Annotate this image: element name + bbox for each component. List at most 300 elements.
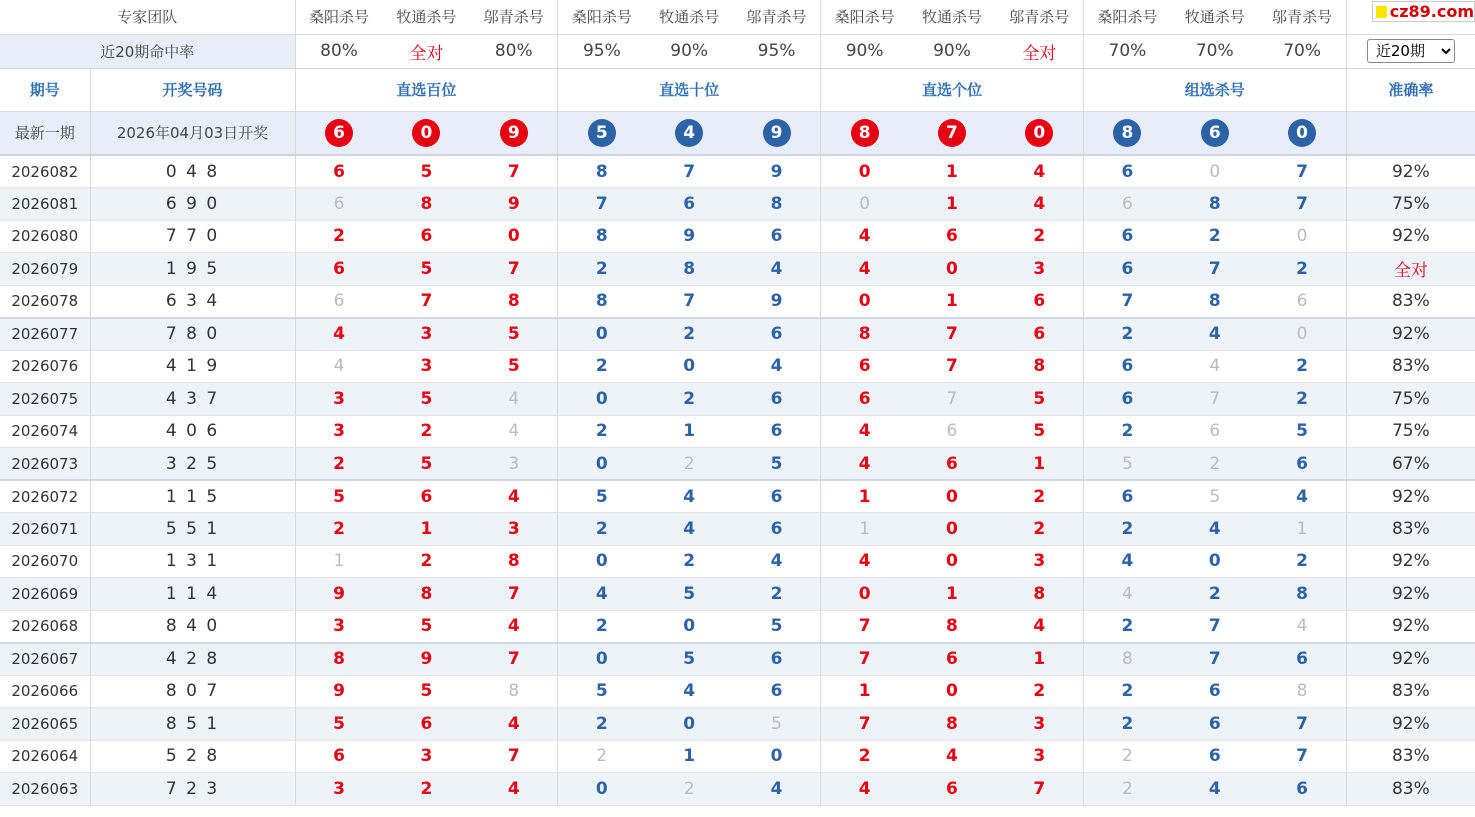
kill-number: 7 bbox=[1259, 740, 1347, 773]
hit-rate: 95% bbox=[558, 34, 646, 68]
table-row bbox=[0, 513, 1475, 546]
accuracy-value: 92% bbox=[1346, 643, 1475, 676]
site-logo[interactable] bbox=[1372, 1, 1475, 22]
kill-number: 6 bbox=[733, 220, 821, 253]
period-number: 2026079 bbox=[0, 253, 90, 286]
kill-number: 0 bbox=[558, 773, 646, 806]
draw-number: 7 2 3 bbox=[90, 773, 295, 806]
draw-number: 1 1 4 bbox=[90, 578, 295, 611]
kill-number: 8 bbox=[470, 285, 558, 318]
kill-number: 5 bbox=[645, 578, 733, 611]
kill-number: 4 bbox=[996, 155, 1084, 188]
kill-number: 5 bbox=[383, 383, 471, 416]
kill-number: 4 bbox=[821, 253, 909, 286]
accuracy-value: 83% bbox=[1346, 740, 1475, 773]
kill-number: 7 bbox=[821, 610, 909, 643]
kill-number: 2 bbox=[1083, 708, 1171, 741]
kill-number: 3 bbox=[996, 708, 1084, 741]
kill-number: 4 bbox=[295, 350, 383, 383]
period-number: 2026077 bbox=[0, 318, 90, 351]
kill-number: 7 bbox=[1259, 155, 1347, 188]
expert-name[interactable]: 邬青杀号 bbox=[733, 0, 821, 34]
kill-ball: 6 bbox=[325, 119, 353, 147]
kill-number: 8 bbox=[470, 545, 558, 578]
kill-number: 5 bbox=[558, 675, 646, 708]
kill-number: 9 bbox=[383, 643, 471, 676]
kill-number: 4 bbox=[733, 773, 821, 806]
kill-number: 0 bbox=[470, 220, 558, 253]
latest-label: 最新一期 bbox=[0, 111, 90, 155]
kill-number: 2 bbox=[645, 383, 733, 416]
latest-ball-cell bbox=[645, 111, 733, 155]
accuracy-value: 92% bbox=[1346, 708, 1475, 741]
kill-number: 3 bbox=[295, 610, 383, 643]
kill-number: 8 bbox=[645, 253, 733, 286]
kill-number: 6 bbox=[1171, 708, 1259, 741]
kill-number: 9 bbox=[645, 220, 733, 253]
kill-number: 4 bbox=[1171, 318, 1259, 351]
kill-number: 1 bbox=[821, 513, 909, 546]
kill-number: 7 bbox=[1171, 253, 1259, 286]
table-row bbox=[0, 155, 1475, 188]
kill-number: 1 bbox=[908, 285, 996, 318]
accuracy-value: 92% bbox=[1346, 610, 1475, 643]
hit-rate: 80% bbox=[295, 34, 383, 68]
kill-number: 4 bbox=[733, 545, 821, 578]
kill-ball: 8 bbox=[1113, 119, 1141, 147]
kill-number: 5 bbox=[996, 415, 1084, 448]
draw-number: 6 9 0 bbox=[90, 188, 295, 221]
draw-number: 1 1 5 bbox=[90, 480, 295, 513]
kill-number: 5 bbox=[383, 448, 471, 481]
kill-number: 0 bbox=[645, 708, 733, 741]
period-number: 2026073 bbox=[0, 448, 90, 481]
kill-number: 5 bbox=[558, 480, 646, 513]
kill-number: 1 bbox=[996, 643, 1084, 676]
kill-number: 6 bbox=[733, 513, 821, 546]
kill-number: 7 bbox=[470, 253, 558, 286]
hit-rate-row bbox=[0, 34, 1475, 68]
kill-number: 4 bbox=[996, 188, 1084, 221]
kill-number: 1 bbox=[908, 188, 996, 221]
latest-ball-cell bbox=[295, 111, 383, 155]
kill-number: 2 bbox=[645, 318, 733, 351]
kill-number: 2 bbox=[1083, 773, 1171, 806]
kill-number: 2 bbox=[295, 220, 383, 253]
kill-number: 6 bbox=[908, 643, 996, 676]
kill-number: 0 bbox=[908, 480, 996, 513]
latest-period-row bbox=[0, 111, 1475, 155]
expert-name[interactable]: 牧通杀号 bbox=[1171, 0, 1259, 34]
period-select-cell bbox=[1346, 34, 1475, 68]
kill-number: 8 bbox=[733, 188, 821, 221]
kill-number: 7 bbox=[821, 643, 909, 676]
kill-number: 3 bbox=[470, 448, 558, 481]
expert-team-row bbox=[0, 0, 1475, 34]
kill-number: 5 bbox=[1259, 415, 1347, 448]
draw-number: 1 9 5 bbox=[90, 253, 295, 286]
kill-number: 7 bbox=[470, 643, 558, 676]
kill-number: 4 bbox=[470, 773, 558, 806]
kill-number: 0 bbox=[1259, 220, 1347, 253]
hit-rate-label: 近20期命中率 bbox=[0, 34, 295, 68]
kill-number: 6 bbox=[733, 480, 821, 513]
expert-name[interactable]: 牧通杀号 bbox=[645, 0, 733, 34]
kill-number: 2 bbox=[558, 740, 646, 773]
kill-number: 5 bbox=[295, 480, 383, 513]
period-number: 2026065 bbox=[0, 708, 90, 741]
draw-number: 4 1 9 bbox=[90, 350, 295, 383]
kill-number: 6 bbox=[295, 188, 383, 221]
kill-number: 5 bbox=[733, 610, 821, 643]
kill-number: 6 bbox=[1083, 350, 1171, 383]
draw-number: 5 5 1 bbox=[90, 513, 295, 546]
kill-number: 7 bbox=[1171, 383, 1259, 416]
period-number: 2026078 bbox=[0, 285, 90, 318]
kill-number: 7 bbox=[470, 740, 558, 773]
kill-number: 6 bbox=[1259, 285, 1347, 318]
kill-ball: 0 bbox=[1288, 119, 1316, 147]
kill-number: 6 bbox=[821, 383, 909, 416]
kill-number: 8 bbox=[558, 285, 646, 318]
table-row bbox=[0, 220, 1475, 253]
kill-number: 2 bbox=[558, 415, 646, 448]
kill-number: 0 bbox=[1171, 545, 1259, 578]
kill-number: 2 bbox=[645, 545, 733, 578]
kill-number: 8 bbox=[908, 708, 996, 741]
expert-name[interactable]: 桑阳杀号 bbox=[1083, 0, 1171, 34]
kill-number: 9 bbox=[733, 155, 821, 188]
kill-number: 4 bbox=[821, 448, 909, 481]
draw-number: 4 0 6 bbox=[90, 415, 295, 448]
hit-rate: 70% bbox=[1259, 34, 1347, 68]
kill-number: 7 bbox=[1083, 285, 1171, 318]
table-row bbox=[0, 480, 1475, 513]
latest-ball-cell bbox=[821, 111, 909, 155]
kill-number: 3 bbox=[383, 740, 471, 773]
kill-number: 7 bbox=[1259, 188, 1347, 221]
accuracy-value: 92% bbox=[1346, 578, 1475, 611]
kill-number: 2 bbox=[295, 513, 383, 546]
kill-number: 5 bbox=[470, 318, 558, 351]
kill-number: 2 bbox=[645, 448, 733, 481]
kill-number: 2 bbox=[558, 513, 646, 546]
table-row bbox=[0, 740, 1475, 773]
draw-number: 8 4 0 bbox=[90, 610, 295, 643]
kill-number: 2 bbox=[1083, 318, 1171, 351]
accuracy-value: 92% bbox=[1346, 220, 1475, 253]
hit-rate: 95% bbox=[733, 34, 821, 68]
kill-number: 2 bbox=[1083, 513, 1171, 546]
kill-number: 6 bbox=[1083, 253, 1171, 286]
expert-name[interactable]: 桑阳杀号 bbox=[821, 0, 909, 34]
kill-number: 7 bbox=[645, 285, 733, 318]
kill-number: 6 bbox=[1083, 188, 1171, 221]
kill-number: 6 bbox=[908, 448, 996, 481]
kill-number: 0 bbox=[908, 253, 996, 286]
latest-ball-cell bbox=[470, 111, 558, 155]
kill-number: 3 bbox=[295, 773, 383, 806]
kill-number: 0 bbox=[733, 740, 821, 773]
kill-number: 4 bbox=[470, 610, 558, 643]
kill-number: 9 bbox=[295, 675, 383, 708]
kill-number: 1 bbox=[908, 155, 996, 188]
kill-number: 7 bbox=[908, 383, 996, 416]
kill-number: 6 bbox=[1083, 383, 1171, 416]
period-number: 2026070 bbox=[0, 545, 90, 578]
period-select[interactable] bbox=[1367, 39, 1455, 63]
kill-number: 8 bbox=[1259, 578, 1347, 611]
kill-number: 7 bbox=[645, 155, 733, 188]
expert-name[interactable]: 桑阳杀号 bbox=[558, 0, 646, 34]
kill-number: 4 bbox=[645, 675, 733, 708]
table-row bbox=[0, 188, 1475, 221]
kill-number: 6 bbox=[908, 415, 996, 448]
kill-number: 4 bbox=[821, 773, 909, 806]
kill-number: 2 bbox=[1259, 545, 1347, 578]
kill-number: 5 bbox=[383, 610, 471, 643]
kill-number: 6 bbox=[733, 318, 821, 351]
table-row bbox=[0, 578, 1475, 611]
column-header-row bbox=[0, 68, 1475, 111]
kill-number: 2 bbox=[1259, 253, 1347, 286]
kill-number: 2 bbox=[733, 578, 821, 611]
kill-number: 6 bbox=[908, 773, 996, 806]
kill-number: 6 bbox=[295, 740, 383, 773]
kill-number: 2 bbox=[1083, 415, 1171, 448]
latest-ball-cell bbox=[908, 111, 996, 155]
kill-number: 1 bbox=[821, 675, 909, 708]
period-number: 2026082 bbox=[0, 155, 90, 188]
kill-number: 5 bbox=[1171, 480, 1259, 513]
kill-number: 2 bbox=[383, 545, 471, 578]
kill-number: 7 bbox=[821, 708, 909, 741]
kill-number: 3 bbox=[996, 253, 1084, 286]
kill-number: 8 bbox=[295, 643, 383, 676]
kill-number: 2 bbox=[383, 773, 471, 806]
kill-number: 6 bbox=[1083, 155, 1171, 188]
kill-number: 8 bbox=[1171, 188, 1259, 221]
kill-number: 5 bbox=[470, 350, 558, 383]
draw-number: 0 4 8 bbox=[90, 155, 295, 188]
kill-number: 4 bbox=[908, 740, 996, 773]
accuracy-value: 全对 bbox=[1346, 253, 1475, 286]
kill-number: 3 bbox=[383, 350, 471, 383]
kill-number: 2 bbox=[295, 448, 383, 481]
kill-number: 4 bbox=[733, 350, 821, 383]
table-row bbox=[0, 610, 1475, 643]
accuracy-value: 83% bbox=[1346, 675, 1475, 708]
logo-square-icon bbox=[1376, 6, 1387, 18]
period-number: 2026076 bbox=[0, 350, 90, 383]
kill-ball: 8 bbox=[851, 119, 879, 147]
kill-number: 3 bbox=[295, 383, 383, 416]
expert-name[interactable]: 邬青杀号 bbox=[470, 0, 558, 34]
kill-number: 0 bbox=[645, 610, 733, 643]
kill-number: 3 bbox=[996, 545, 1084, 578]
accuracy-value: 75% bbox=[1346, 383, 1475, 416]
latest-ball-cell bbox=[1171, 111, 1259, 155]
kill-number: 7 bbox=[1171, 610, 1259, 643]
kill-number: 6 bbox=[1259, 448, 1347, 481]
kill-number: 0 bbox=[821, 285, 909, 318]
kill-ball: 0 bbox=[412, 119, 440, 147]
kill-number: 2 bbox=[383, 415, 471, 448]
kill-number: 6 bbox=[908, 220, 996, 253]
kill-number: 2 bbox=[1259, 383, 1347, 416]
draw-number: 8 5 1 bbox=[90, 708, 295, 741]
kill-number: 7 bbox=[908, 350, 996, 383]
kill-number: 4 bbox=[1259, 480, 1347, 513]
kill-number: 0 bbox=[645, 350, 733, 383]
kill-number: 1 bbox=[908, 578, 996, 611]
period-number: 2026067 bbox=[0, 643, 90, 676]
kill-number: 6 bbox=[645, 188, 733, 221]
kill-number: 6 bbox=[1259, 773, 1347, 806]
table-row bbox=[0, 643, 1475, 676]
team-label: 专家团队 bbox=[0, 0, 295, 34]
kill-number: 0 bbox=[558, 545, 646, 578]
kill-number: 4 bbox=[1083, 578, 1171, 611]
table-row bbox=[0, 773, 1475, 806]
expert-name[interactable]: 牧通杀号 bbox=[383, 0, 471, 34]
accuracy-value: 92% bbox=[1346, 155, 1475, 188]
kill-number: 6 bbox=[1259, 643, 1347, 676]
kill-number: 9 bbox=[470, 188, 558, 221]
kill-number: 4 bbox=[645, 513, 733, 546]
expert-name[interactable]: 邬青杀号 bbox=[996, 0, 1084, 34]
kill-number: 2 bbox=[996, 675, 1084, 708]
kill-number: 0 bbox=[1171, 155, 1259, 188]
kill-number: 6 bbox=[1171, 415, 1259, 448]
kill-number: 6 bbox=[1171, 675, 1259, 708]
kill-number: 7 bbox=[1259, 708, 1347, 741]
draw-number: 7 8 0 bbox=[90, 318, 295, 351]
header-accuracy: 准确率 bbox=[1346, 68, 1475, 111]
kill-number: 8 bbox=[821, 318, 909, 351]
kill-number: 6 bbox=[295, 285, 383, 318]
kill-number: 8 bbox=[383, 578, 471, 611]
kill-number: 8 bbox=[383, 188, 471, 221]
table-row bbox=[0, 545, 1475, 578]
kill-number: 0 bbox=[821, 578, 909, 611]
kill-number: 2 bbox=[1083, 675, 1171, 708]
kill-number: 7 bbox=[908, 318, 996, 351]
kill-number: 4 bbox=[1171, 350, 1259, 383]
kill-number: 8 bbox=[558, 155, 646, 188]
kill-number: 4 bbox=[558, 578, 646, 611]
draw-number: 6 3 4 bbox=[90, 285, 295, 318]
latest-ball-cell bbox=[733, 111, 821, 155]
kill-number: 2 bbox=[821, 740, 909, 773]
kill-number: 4 bbox=[1171, 773, 1259, 806]
draw-number: 4 2 8 bbox=[90, 643, 295, 676]
kill-number: 7 bbox=[1171, 643, 1259, 676]
table-row bbox=[0, 383, 1475, 416]
kill-number: 4 bbox=[470, 480, 558, 513]
kill-number: 0 bbox=[908, 513, 996, 546]
draw-number: 7 7 0 bbox=[90, 220, 295, 253]
kill-number: 7 bbox=[470, 155, 558, 188]
hit-rate: 90% bbox=[908, 34, 996, 68]
draw-number: 8 0 7 bbox=[90, 675, 295, 708]
period-number: 2026064 bbox=[0, 740, 90, 773]
kill-number: 2 bbox=[1083, 740, 1171, 773]
kill-number: 6 bbox=[996, 285, 1084, 318]
kill-number: 4 bbox=[1083, 545, 1171, 578]
kill-number: 6 bbox=[295, 155, 383, 188]
accuracy-value: 92% bbox=[1346, 480, 1475, 513]
accuracy-value: 83% bbox=[1346, 513, 1475, 546]
expert-name[interactable]: 牧通杀号 bbox=[908, 0, 996, 34]
kill-number: 6 bbox=[996, 318, 1084, 351]
kill-number: 4 bbox=[821, 220, 909, 253]
kill-ball: 9 bbox=[500, 119, 528, 147]
kill-number: 4 bbox=[645, 480, 733, 513]
kill-number: 8 bbox=[908, 610, 996, 643]
kill-number: 8 bbox=[1083, 643, 1171, 676]
kill-number: 3 bbox=[470, 513, 558, 546]
kill-number: 4 bbox=[733, 253, 821, 286]
header-period: 期号 bbox=[0, 68, 90, 111]
accuracy-value: 83% bbox=[1346, 773, 1475, 806]
latest-ball-cell bbox=[996, 111, 1084, 155]
accuracy-value: 83% bbox=[1346, 285, 1475, 318]
kill-ball: 4 bbox=[675, 119, 703, 147]
kill-number: 6 bbox=[383, 480, 471, 513]
kill-number: 2 bbox=[558, 350, 646, 383]
hit-rate: 70% bbox=[1171, 34, 1259, 68]
table-row bbox=[0, 350, 1475, 383]
kill-number: 8 bbox=[1259, 675, 1347, 708]
hit-rate: 全对 bbox=[383, 34, 471, 68]
draw-number: 5 2 8 bbox=[90, 740, 295, 773]
table-row bbox=[0, 318, 1475, 351]
latest-ball-cell bbox=[1083, 111, 1171, 155]
accuracy-value: 75% bbox=[1346, 415, 1475, 448]
kill-number: 6 bbox=[383, 708, 471, 741]
kill-number: 4 bbox=[470, 708, 558, 741]
kill-number: 0 bbox=[1259, 318, 1347, 351]
header-tens: 直选十位 bbox=[558, 68, 821, 111]
kill-number: 2 bbox=[1171, 448, 1259, 481]
kill-number: 8 bbox=[470, 675, 558, 708]
hit-rate: 70% bbox=[1083, 34, 1171, 68]
kill-number: 1 bbox=[645, 740, 733, 773]
expert-name[interactable]: 桑阳杀号 bbox=[295, 0, 383, 34]
table-row bbox=[0, 415, 1475, 448]
kill-number: 0 bbox=[821, 188, 909, 221]
kill-number: 4 bbox=[821, 545, 909, 578]
expert-name[interactable]: 邬青杀号 bbox=[1259, 0, 1347, 34]
latest-ball-cell bbox=[1259, 111, 1347, 155]
kill-number: 6 bbox=[383, 220, 471, 253]
latest-accuracy-cell bbox=[1346, 111, 1475, 155]
header-units: 直选个位 bbox=[821, 68, 1084, 111]
kill-number: 2 bbox=[996, 480, 1084, 513]
table-row bbox=[0, 285, 1475, 318]
kill-number: 1 bbox=[645, 415, 733, 448]
kill-number: 6 bbox=[733, 643, 821, 676]
kill-number: 0 bbox=[558, 383, 646, 416]
kill-number: 2 bbox=[1259, 350, 1347, 383]
kill-number: 8 bbox=[996, 350, 1084, 383]
kill-number: 6 bbox=[1171, 740, 1259, 773]
period-number: 2026074 bbox=[0, 415, 90, 448]
kill-ball: 0 bbox=[1025, 119, 1053, 147]
latest-ball-cell bbox=[558, 111, 646, 155]
table-row bbox=[0, 675, 1475, 708]
